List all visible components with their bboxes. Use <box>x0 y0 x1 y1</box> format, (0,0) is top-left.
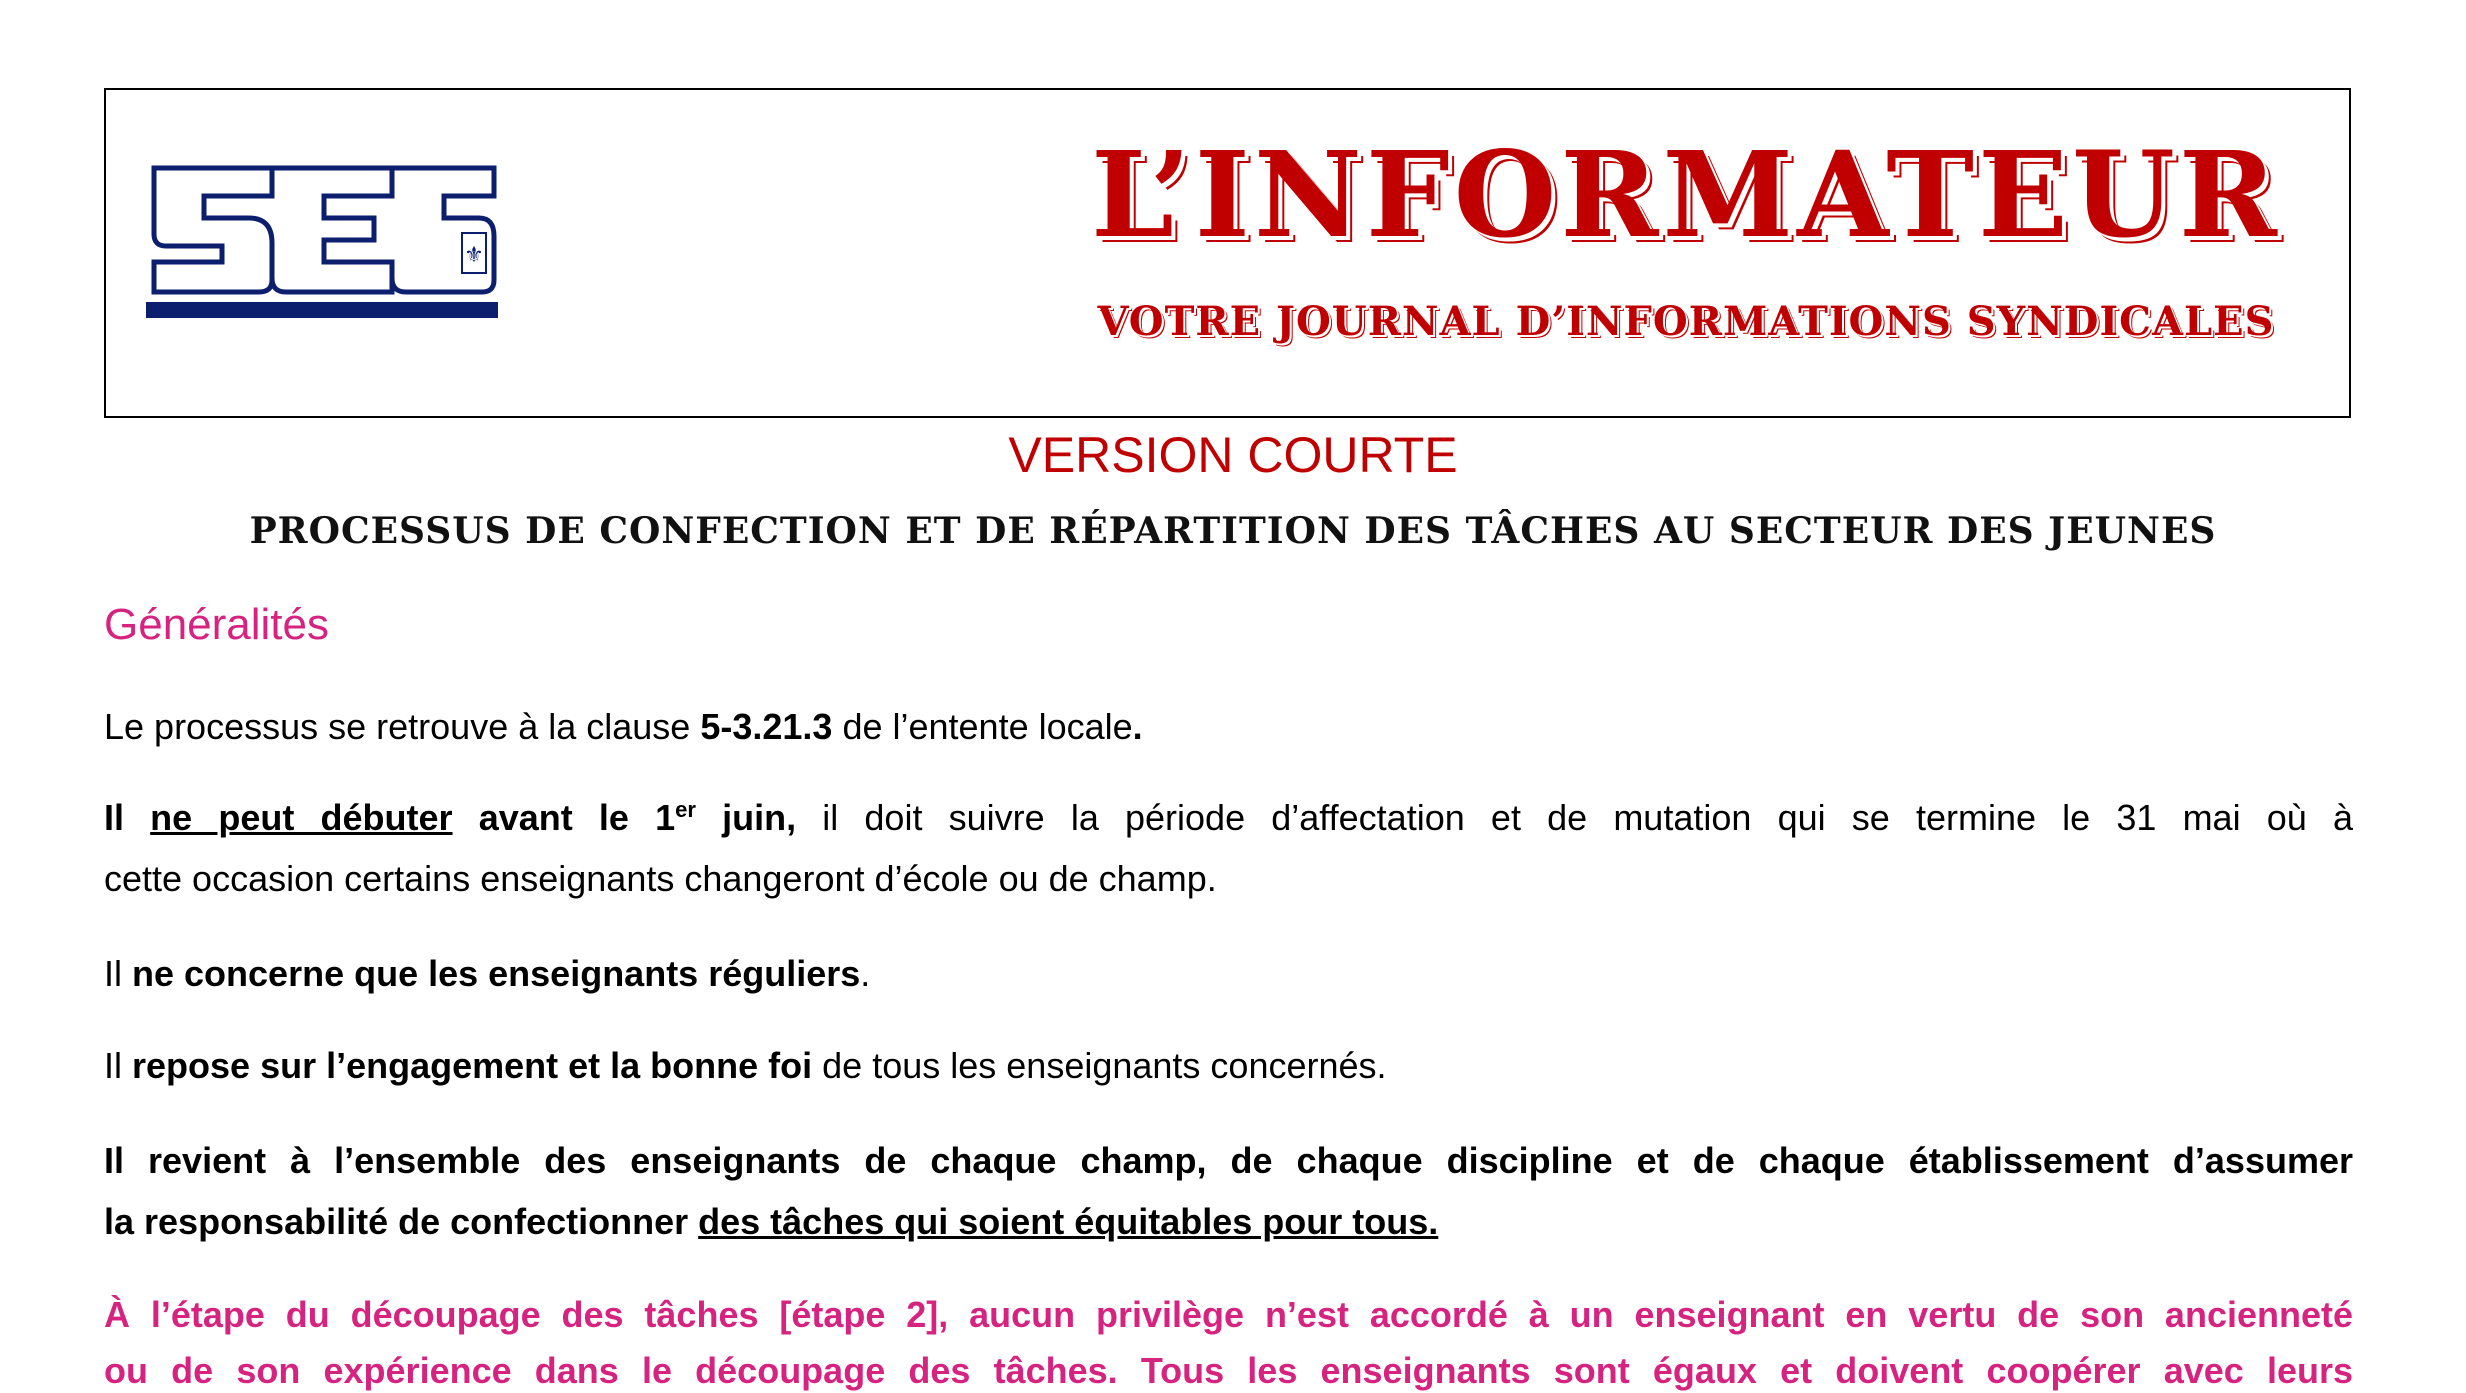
text: la responsabilité de confectionner <box>104 1201 699 1242</box>
paragraph-no-privilege-line1: À l’étape du découpage des tâches [étape 2], aucun privilège n’est accordé à un enseignant en vertu de son ancienneté <box>104 1294 2353 1335</box>
masthead <box>104 88 2351 418</box>
newsletter-subtitle: VOTRE JOURNAL D’INFORMATIONS SYNDICALES <box>1097 298 2275 345</box>
text: er <box>675 797 696 822</box>
paragraph-start-date-line2: cette occasion certains enseignants changeront d’école ou de champ. <box>104 858 1217 899</box>
paragraph-good-faith <box>104 1044 2353 1088</box>
text: Il <box>104 1045 133 1086</box>
paragraph-no-privilege-line2: ou de son expérience dans le découpage des tâches. Tous les enseignants sont égaux et doivent coopérer avec leurs <box>104 1350 2353 1391</box>
text: juin, <box>695 797 797 838</box>
paragraph-start-date-line1 <box>104 796 2353 840</box>
paragraph-responsibility-line2 <box>104 1200 2353 1244</box>
paragraph-clause <box>104 705 2353 749</box>
document-heading: PROCESSUS DE CONFECTION ET DE RÉPARTITION DES TÂCHES AU SECTEUR DES JEUNES <box>249 510 2217 552</box>
version-label: VERSION COURTE <box>1008 427 1458 483</box>
text: ne concerne que les enseignants réguliers <box>132 953 861 994</box>
ses-logo <box>144 158 504 320</box>
text: repose sur l’engagement et la bonne foi <box>132 1045 813 1086</box>
text: il doit suivre la période d’affectation et de mutation qui se termine le 31 mai où à <box>796 797 2353 838</box>
text: . <box>1132 706 1143 747</box>
text: avant le 1 <box>452 797 676 838</box>
text: ne peut débuter <box>150 797 453 838</box>
text: de l’entente locale <box>832 706 1133 747</box>
text: . <box>860 953 871 994</box>
paragraph-regular-teachers <box>104 952 2353 996</box>
paragraph-responsibility-line1 <box>104 1139 2353 1183</box>
text: Il <box>104 953 133 994</box>
section-heading: Généralités <box>104 600 330 649</box>
text: de tous les enseignants concernés. <box>812 1045 1387 1086</box>
text: des tâches qui soient équitables pour tous. <box>698 1201 1439 1242</box>
text: Il revient à l’ensemble des enseignants de chaque champ, de chaque discipline et de chaque établissement d’assumer <box>104 1140 2353 1181</box>
clause-number: 5-3.21.3 <box>700 706 833 747</box>
newsletter-title: L’INFORMATEUR <box>1091 125 2281 264</box>
text: Il <box>104 797 151 838</box>
text: Le processus se retrouve à la clause <box>104 706 701 747</box>
svg-text:⚜: ⚜ <box>464 242 484 267</box>
